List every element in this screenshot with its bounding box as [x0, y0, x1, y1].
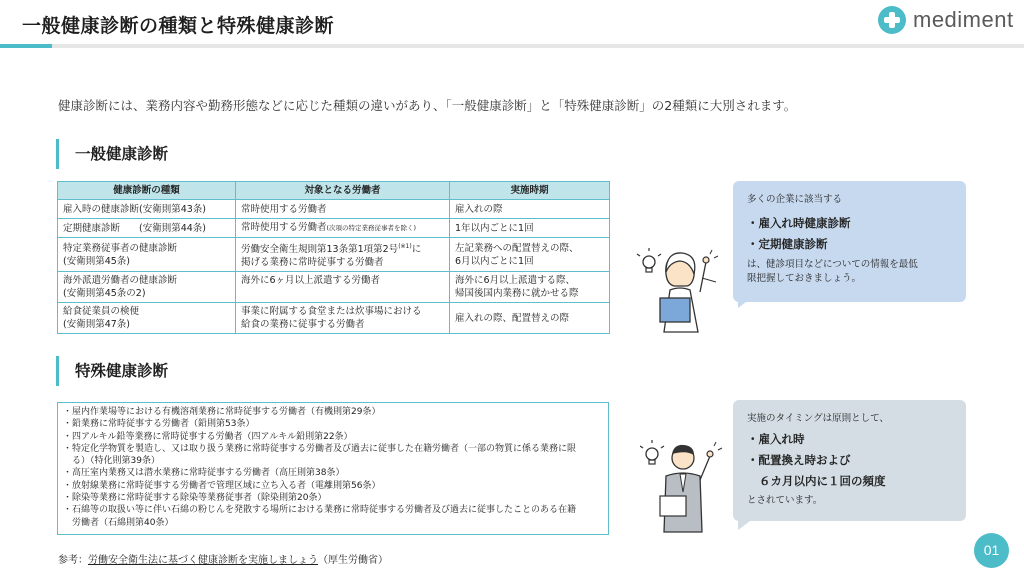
target-line	[241, 240, 444, 256]
lightbulb-icon	[640, 440, 664, 464]
timing-line: 左記業務への配置替えの際、	[455, 242, 579, 254]
target-text: 労働安全衛生規則第13条第1項第2号	[241, 244, 399, 256]
checkup-type: 雇入時の健康診断(安衛則第43条)	[58, 200, 236, 219]
type-line: (安衛則第45条)	[63, 255, 131, 267]
bubble-item: ・配置換え時および	[747, 453, 851, 467]
general-section-heading: 一般健康診断	[56, 139, 168, 169]
column-header: 健康診断の種類	[58, 182, 236, 200]
timing	[450, 272, 610, 303]
type-line: 特定業務従事者の健康診断	[63, 242, 178, 254]
table-row	[58, 219, 610, 238]
intro-text: 健康診断には、業務内容や勤務形態などに応じた種類の違いがあり、「一般健康診断」と「特殊健康診断」の2種類に大別されます。	[58, 98, 797, 113]
list-item: ・除染等業務に常時従事する除染等業務従事者（除染則第20条）	[63, 493, 327, 504]
column-header: 実施時期	[450, 182, 610, 200]
checkup-type	[58, 272, 236, 303]
general-checkup-table	[57, 181, 610, 334]
target-line: 事業に附属する食堂または炊事場における	[241, 306, 422, 318]
bubble-note: 限把握しておきましょう。	[747, 273, 862, 284]
bubble-intro: 多くの企業に該当する	[747, 194, 843, 205]
target-workers	[236, 303, 450, 334]
bubble-intro: 実施のタイミングは原則として、	[747, 413, 889, 424]
table-header-row	[58, 182, 610, 200]
target-workers: 常時使用する労働者	[236, 200, 450, 219]
header-divider	[0, 44, 1024, 48]
list-item: ・鉛業務に常時従事する労働者（鉛則第53条）	[63, 419, 255, 430]
timing: 雇入れの際	[450, 200, 610, 219]
table-row	[58, 200, 610, 219]
timing	[450, 238, 610, 272]
list-item: 労働者（石綿則第40条）	[63, 517, 174, 528]
bubble-item: ・雇入れ時健康診断	[747, 216, 851, 230]
target-line: 給食の業務に従事する労働者	[241, 319, 365, 331]
list-item: ・石綿等の取扱い等に伴い石綿の粉じんを発散する場所における業務に常時従事する労働者及び過去に従事したことのある在籍	[63, 505, 577, 516]
general-tip-bubble	[733, 181, 966, 302]
list-item: ・特定化学物質を製造し、又は取り扱う業務に常時従事する労働者及び過去に従事した在籍労働者（一部の物質に係る業務に限	[63, 443, 577, 454]
bubble-item: ・雇入れ時	[747, 432, 805, 446]
target-note: (次項の特定業務従事者を除く)	[326, 224, 417, 232]
timing: 雇入れの際、配置替えの際	[450, 303, 610, 334]
type-line: (安衛則第45条の2)	[63, 288, 146, 300]
footnote-mark: (※1)	[398, 243, 412, 250]
target-workers	[236, 238, 450, 272]
bubble-note: は、健診項目などについての情報を最低	[747, 259, 918, 270]
logo-text: mediment	[913, 7, 1014, 32]
type-line: 海外派遣労働者の健康診断	[63, 275, 178, 287]
reference-source: （厚生労働省）	[318, 555, 388, 566]
list-item: ・高圧室内業務又は潜水業務に常時従事する労働者（高圧則第38条）	[63, 468, 345, 479]
checkup-type	[58, 303, 236, 334]
timing: 1年以内ごとに1回	[450, 219, 610, 238]
type-line: 給食従業員の検便	[63, 306, 140, 318]
page-title: 一般健康診断の種類と特殊健康診断	[22, 15, 335, 37]
reference-note	[58, 551, 388, 566]
page-number-badge: 01	[974, 533, 1009, 568]
timing-line: 6月以内ごとに1回	[455, 255, 534, 267]
table-row	[58, 272, 610, 303]
bubble-item: ６カ月以内に１回の頻度	[759, 474, 886, 488]
medical-cross-icon	[878, 6, 906, 34]
reference-prefix: 参考：	[58, 555, 88, 566]
timing-line: 帰国後国内業務に就かせる際	[455, 288, 579, 300]
checkup-type	[58, 238, 236, 272]
reference-link[interactable]: 労働安全衛生法に基づく健康診断を実施しましょう	[88, 555, 318, 566]
target-workers: 海外に6ヶ月以上派遣する労働者	[236, 272, 450, 303]
special-section-heading: 特殊健康診断	[56, 356, 168, 386]
target-line: 掲げる業務に常時従事する労働者	[241, 257, 384, 269]
type-line: (安衛則第47条)	[63, 319, 131, 331]
list-item: ・放射線業務に常時従事する労働者で管理区域に立ち入る者（電離則第56条）	[63, 480, 381, 491]
checkup-type: 定期健康診断 (安衛則第44条)	[58, 219, 236, 238]
businessman-illustration	[640, 440, 726, 538]
target-text: に	[411, 244, 422, 256]
woman-idea-illustration	[636, 246, 724, 354]
timing-line: 海外に6月以上派遣する際、	[455, 275, 576, 287]
table-row	[58, 238, 610, 272]
list-item: る）（特化則第39条）	[63, 456, 160, 467]
column-header: 対象となる労働者	[236, 182, 450, 200]
table-row	[58, 303, 610, 334]
special-checkup-list	[57, 402, 609, 535]
list-item: ・四アルキル鉛等業務に常時従事する労働者（四アルキル鉛則第22条）	[63, 431, 353, 442]
lightbulb-icon	[637, 248, 661, 272]
target-text: 常時使用する労働者	[241, 222, 327, 233]
bubble-item: ・定期健康診断	[747, 237, 828, 251]
list-item: ・屋内作業場等における有機溶剤業務に常時従事する労働者（有機則第29条）	[63, 407, 381, 417]
logo	[878, 6, 1014, 34]
bubble-note: とされています。	[747, 495, 823, 506]
header-accent-bar	[0, 44, 52, 48]
target-workers	[236, 219, 450, 238]
special-tip-bubble	[733, 400, 966, 521]
